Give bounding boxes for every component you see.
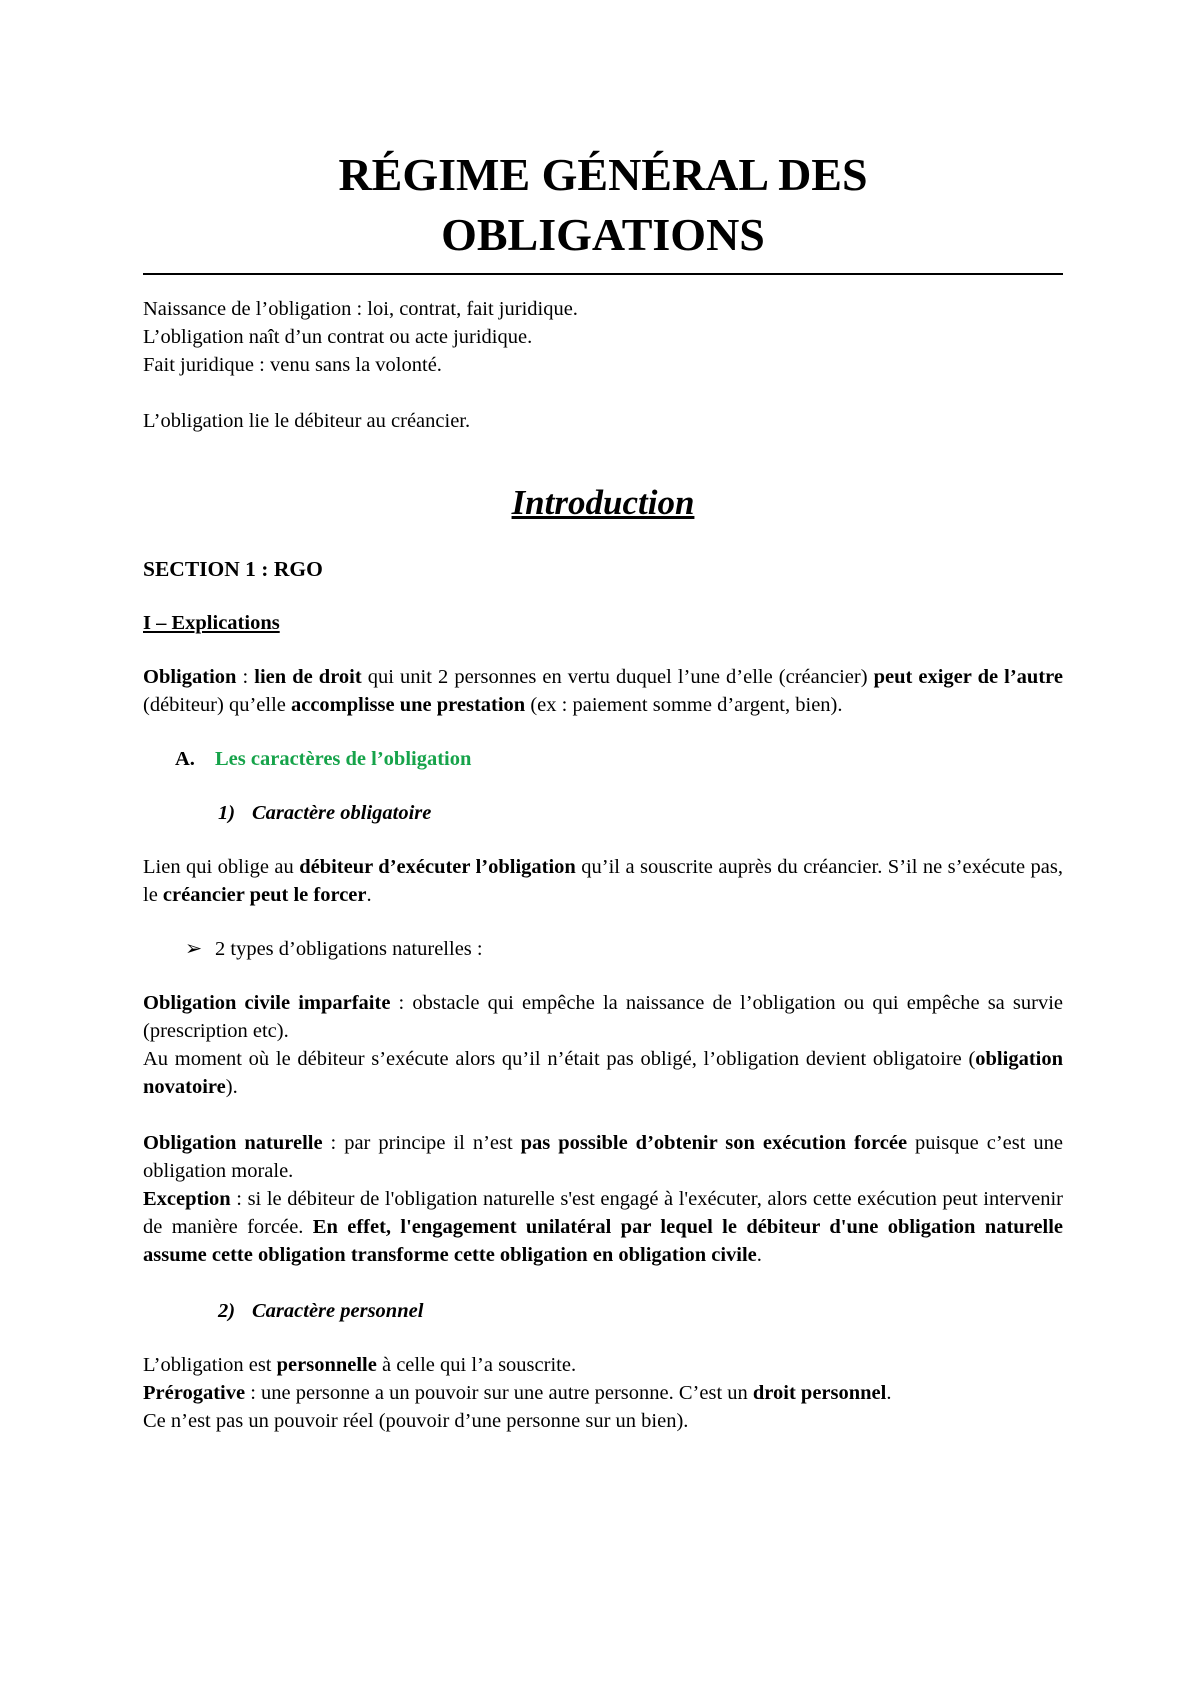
heading-a-text: Les caractères de l’obligation xyxy=(215,748,472,770)
intro-line: Fait juridique : venu sans la volonté. xyxy=(143,354,442,376)
intro-line: L’obligation lie le débiteur au créancier. xyxy=(143,410,471,432)
document-title xyxy=(143,145,1063,265)
title-line-1: RÉGIME GÉNÉRAL DES xyxy=(338,149,868,200)
heading-a-letter: A. xyxy=(175,748,195,770)
bullet-item xyxy=(185,935,1063,963)
intro-line: L’obligation naît d’un contrat ou acte juridique. xyxy=(143,326,533,348)
bullet-text: 2 types d’obligations naturelles : xyxy=(215,938,483,960)
heading-2 xyxy=(218,1297,1063,1325)
paragraph: Prérogative : une personne a un pouvoir sur une autre personne. C’est un droit personnel. xyxy=(143,1382,892,1404)
heading-1 xyxy=(218,799,1063,827)
paragraph: Au moment où le débiteur s’exécute alors qu’il n’était pas obligé, l’obligation devient obligatoire (obligation novatoire). xyxy=(143,1048,1063,1098)
paragraph: Obligation naturelle : par principe il n’est pas possible d’obtenir son exécution forcée puisque c’est une obligation morale. xyxy=(143,1132,1064,1182)
section-heading: SECTION 1 : RGO xyxy=(143,557,323,581)
paragraph: Obligation civile imparfaite : obstacle qui empêche la naissance de l’obligation ou qui empêche sa survie (prescription etc). xyxy=(143,992,1063,1042)
heading-1-text: Caractère obligatoire xyxy=(252,802,432,824)
definition-paragraph: Obligation : lien de droit qui unit 2 personnes en vertu duquel l’une d’elle (créancier) peut exiger de l’autre (débiteur) qu’elle accomplisse une prestation (ex : paiement somme d’argent, bien). xyxy=(143,666,1063,716)
paragraph: Ce n’est pas un pouvoir réel (pouvoir d’une personne sur un bien). xyxy=(143,1410,689,1432)
heading-a xyxy=(175,745,1063,773)
heading-1-number: 1) xyxy=(218,802,236,824)
document-content xyxy=(143,145,1063,1435)
heading-2-text: Caractère personnel xyxy=(252,1300,424,1322)
paragraph: Exception : si le débiteur de l'obligation naturelle s'est engagé à l'exécuter, alors cette exécution peut intervenir de manière forcée. En effet, l'engagement unilatéral par lequel le débiteur d'une obligation naturelle assume cette obligation transforme cette obligation en obligation civile. xyxy=(143,1188,1063,1266)
title-line-2: OBLIGATIONS xyxy=(441,209,765,260)
subsection-heading: I – Explications xyxy=(143,612,280,634)
arrow-bullet-icon: ➢ xyxy=(185,938,203,960)
introduction-heading: Introduction xyxy=(511,483,695,522)
title-underline xyxy=(143,273,1063,275)
heading-2-number: 2) xyxy=(218,1300,236,1322)
intro-line: Naissance de l’obligation : loi, contrat, fait juridique. xyxy=(143,298,578,320)
paragraph: Lien qui oblige au débiteur d’exécuter l’obligation qu’il a souscrite auprès du créancier. S’il ne s’exécute pas, le créancier peut le forcer. xyxy=(143,856,1063,906)
paragraph: L’obligation est personnelle à celle qui l’a souscrite. xyxy=(143,1354,577,1376)
